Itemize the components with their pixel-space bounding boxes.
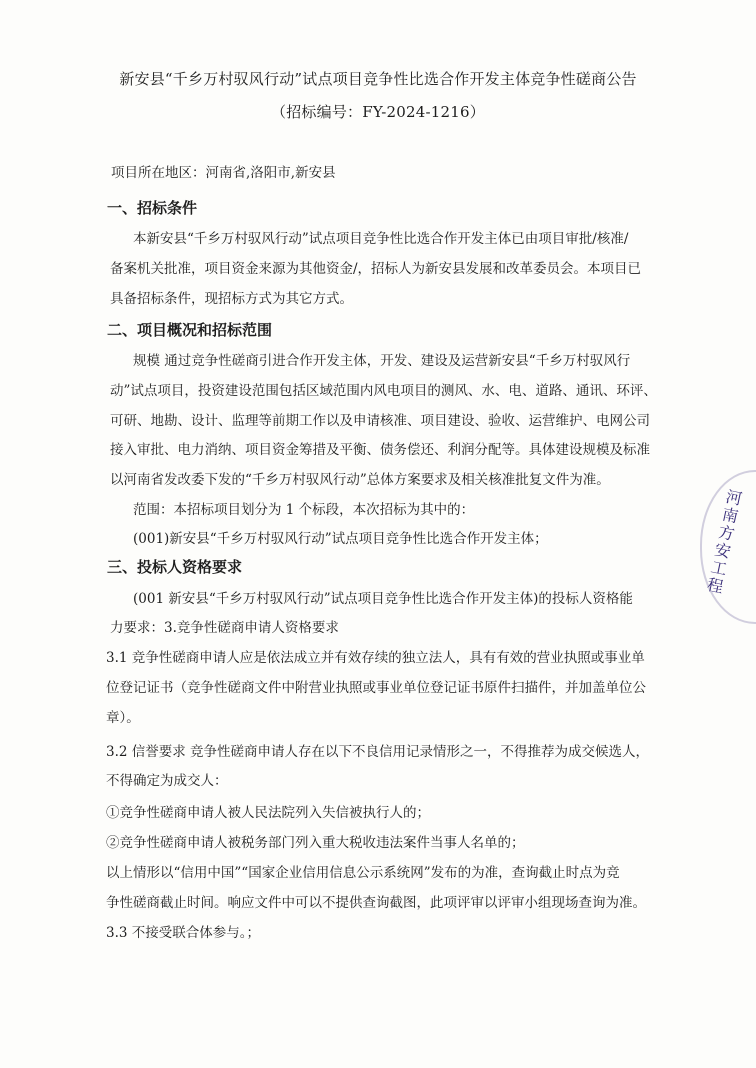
- paragraph-line: (001)新安县“千乡万村驭风行动”试点项目竞争性比选合作开发主体；: [133, 531, 548, 547]
- paragraph-line: 章）。: [106, 710, 140, 726]
- paragraph-line: 争性磋商截止时间。响应文件中可以不提供查询截图，此项评审以评审小组现场查询为准。: [106, 895, 646, 911]
- section3-heading: 三、投标人资格要求: [107, 558, 243, 576]
- section2-heading: 二、项目概况和招标范围: [107, 321, 273, 339]
- paragraph-line: (001 新安县“千乡万村驭风行动”试点项目竞争性比选合作开发主体)的投标人资格能: [133, 591, 633, 607]
- project-location: 项目所在地区：河南省,洛阳市,新安县: [111, 165, 336, 181]
- paragraph-line: 以河南省发改委下发的“千乡万村驭风行动”总体方案要求及相关核准批复文件为准。: [110, 472, 610, 488]
- paragraph-line: 范围：本招标项目划分为 1 个标段，本次招标为其中的：: [133, 502, 475, 518]
- paragraph-line: 3.1 竞争性磋商申请人应是依法成立并有效存续的独立法人，具有有效的营业执照或事业单: [106, 650, 645, 666]
- paragraph-line: 位登记证书（竞争性磋商文件中附营业执照或事业单位登记证书原件扫描件，并加盖单位公: [106, 680, 646, 696]
- paragraph-line: 3.3 不接受联合体参与。；: [106, 925, 261, 941]
- paragraph-line: 接入审批、电力消纳、项目资金筹措及平衡、债务偿还、利润分配等。具体建设规模及标准: [110, 442, 650, 458]
- paragraph-line: 动”试点项目，投资建设范围包括区域范围内风电项目的测风、水、电、道路、通讯、环评、: [110, 383, 657, 399]
- paragraph-line: 具备招标条件，现招标方式为其它方式。: [110, 291, 353, 307]
- paragraph-line: 本新安县“千乡万村驭风行动”试点项目竞争性比选合作开发主体已由项目审批/核准/: [133, 231, 629, 247]
- paragraph-line: 不得确定为成交人：: [106, 773, 228, 789]
- paragraph-line: 力要求：3.竞争性磋商申请人资格要求: [110, 620, 339, 636]
- paragraph-line: 备案机关批准，项目资金来源为其他资金/，招标人为新安县发展和改革委员会。本项目已: [110, 261, 642, 277]
- paragraph-line: 3.2 信誉要求 竞争性磋商申请人存在以下不良信用记录情形之一，不得推荐为成交候选人，: [106, 744, 650, 760]
- tender-number: （招标编号：FY-2024-1216）: [271, 103, 485, 121]
- paragraph-line: ①竞争性磋商申请人被人民法院列入失信被执行人的；: [106, 805, 430, 821]
- document-title: 新安县“千乡万村驭风行动”试点项目竞争性比选合作开发主体竞争性磋商公告: [119, 70, 637, 88]
- paragraph-line: 可研、地勘、设计、监理等前期工作以及申请核准、项目建设、验收、运营维护、电网公司: [110, 413, 650, 429]
- paragraph-line: 规模 通过竞争性磋商引进合作开发主体，开发、建设及运营新安县“千乡万村驭风行: [133, 353, 631, 369]
- seal-text: 河南方安工程: [702, 487, 745, 597]
- paragraph-line: ②竞争性磋商申请人被税务部门列入重大税收违法案件当事人名单的；: [106, 835, 525, 851]
- section1-heading: 一、招标条件: [107, 199, 198, 217]
- paragraph-line: 以上情形以“信用中国”“国家企业信用信息公示系统网”发布的为准，查询截止时点为竞: [106, 865, 620, 881]
